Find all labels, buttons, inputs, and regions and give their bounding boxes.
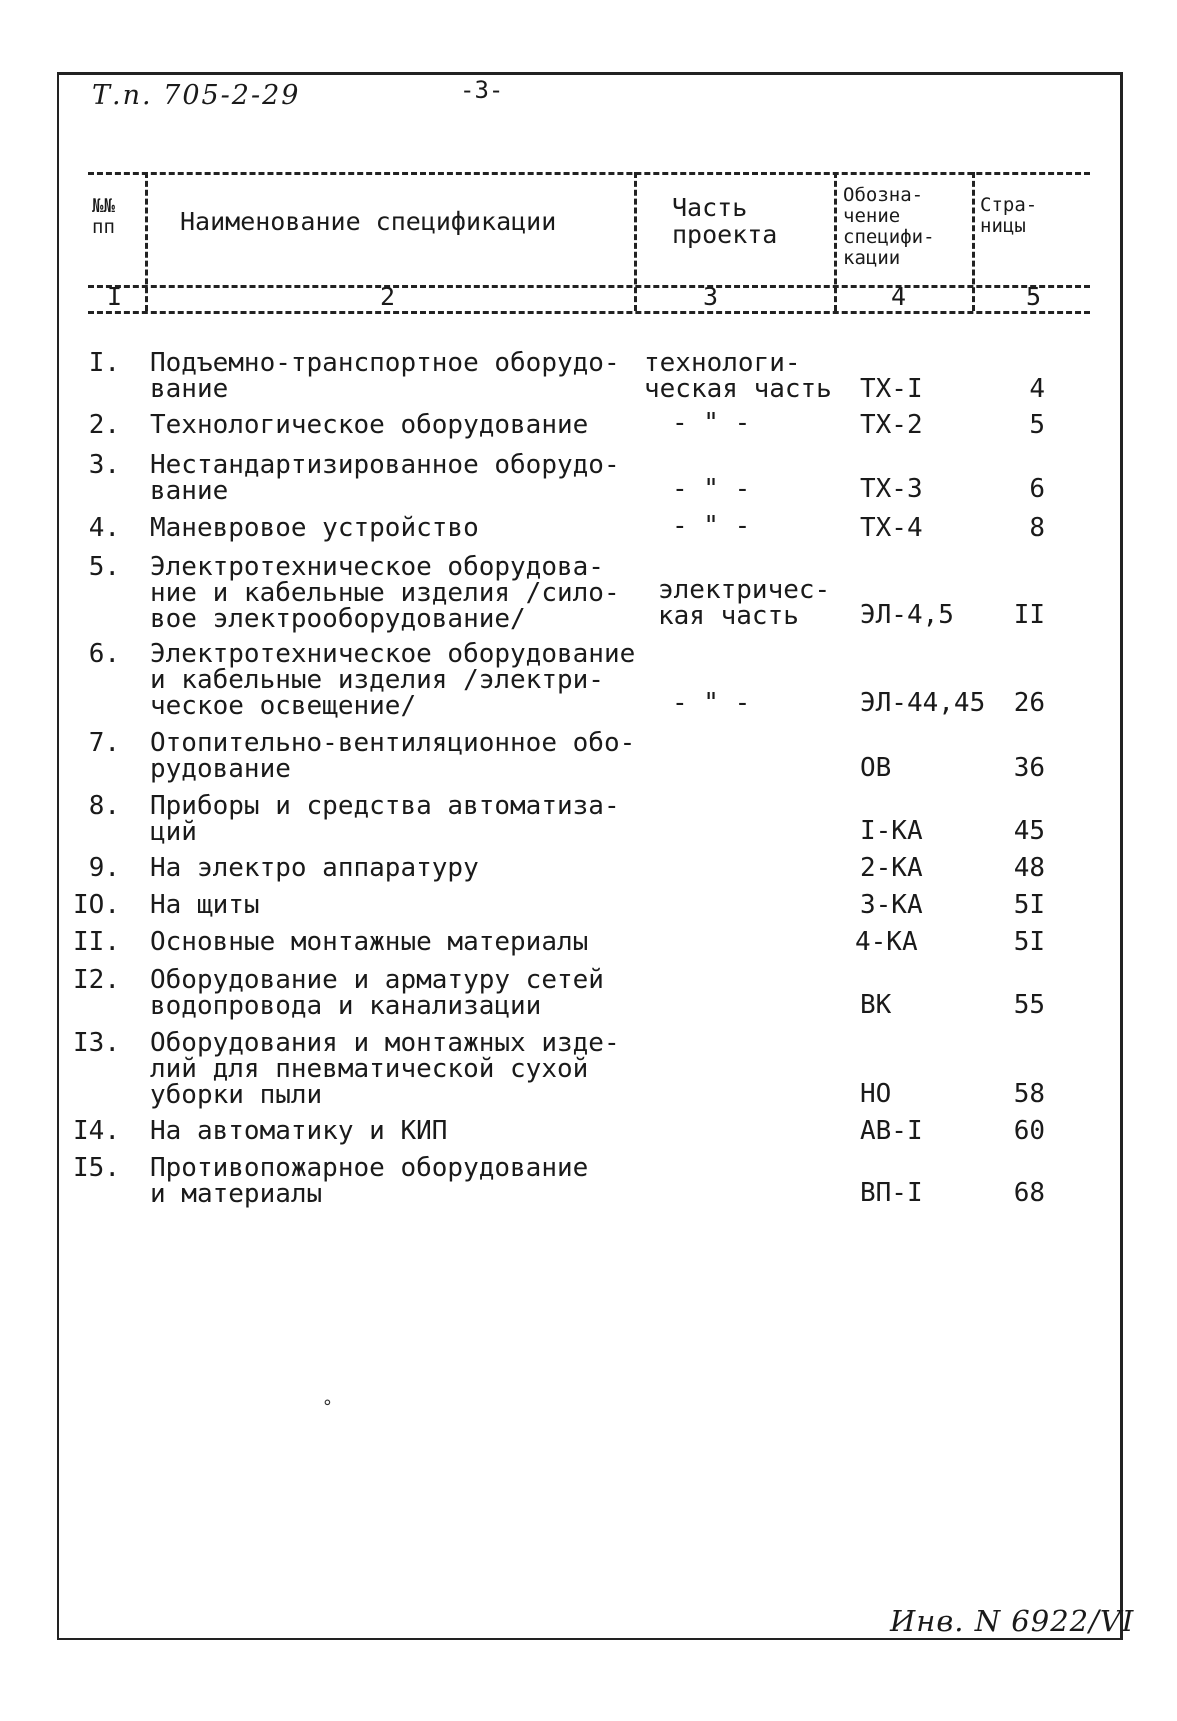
row-code: 2-КА: [860, 853, 923, 883]
col-divider-2: [634, 172, 637, 311]
row-page: 45: [1013, 816, 1045, 846]
row-page: 4: [1029, 374, 1045, 404]
row-page: 68: [1013, 1178, 1045, 1208]
col-divider-3: [834, 172, 837, 311]
header-col-code: Обозна- чение специфи- кации: [843, 184, 935, 269]
row-name: Электротехническое оборудование и кабельные изделия /электри- ческое освещение/: [150, 639, 636, 721]
col-divider-1: [145, 172, 148, 311]
row-page: 5I: [1013, 890, 1045, 920]
row-number: I.: [88, 348, 120, 378]
row-page: 5I: [1013, 927, 1045, 957]
row-name: На автоматику и КИП: [150, 1116, 448, 1146]
row-code: ЭЛ-4,5: [860, 600, 954, 630]
row-name: Оборудования и монтажных изде- лий для пневматической сухой уборки пыли: [150, 1028, 620, 1110]
header-top-rule: [88, 172, 1090, 175]
row-number: 9.: [88, 853, 120, 883]
column-number: 5: [1026, 282, 1042, 311]
row-code: ВП-I: [860, 1178, 923, 1208]
row-name: Маневровое устройство: [150, 513, 479, 543]
row-code: ВК: [860, 990, 892, 1020]
col-divider-4: [972, 172, 975, 311]
row-page: 8: [1029, 513, 1045, 543]
row-number: I3.: [73, 1028, 120, 1058]
row-page: II: [1013, 600, 1045, 630]
row-number: 8.: [88, 791, 120, 821]
column-number: I: [107, 282, 123, 311]
row-name: Нестандартизированное оборудо- вание: [150, 450, 620, 506]
row-page: 48: [1013, 853, 1045, 883]
row-name: Приборы и средства автоматиза- ций: [150, 791, 620, 847]
row-name: Противопожарное оборудование и материалы: [150, 1153, 589, 1209]
row-number: 2.: [88, 410, 120, 440]
row-number: 6.: [88, 639, 120, 669]
row-code: ТХ-4: [860, 513, 923, 543]
row-number: II.: [73, 927, 120, 957]
column-number: 4: [891, 282, 907, 311]
row-name: Основные монтажные материалы: [150, 927, 589, 957]
header-col-part: Часть проекта: [672, 193, 778, 249]
row-page: 55: [1013, 990, 1045, 1020]
row-page: 36: [1013, 753, 1045, 783]
row-part: - " -: [672, 688, 751, 718]
row-number: I2.: [73, 965, 120, 995]
row-page: 5: [1029, 410, 1045, 440]
row-page: 26: [1013, 688, 1045, 718]
row-code: АВ-I: [860, 1116, 923, 1146]
row-number: 7.: [88, 728, 120, 758]
row-name: На щиты: [150, 890, 260, 920]
row-code: ЭЛ-44,45: [860, 688, 986, 718]
page-number: -3-: [460, 76, 504, 104]
row-code: 3-КА: [860, 890, 923, 920]
row-name: Подъемно-транспортное оборудо- вание: [150, 348, 620, 404]
row-code: I-КА: [860, 816, 923, 846]
row-number: 5.: [88, 552, 120, 582]
column-number: 2: [380, 282, 396, 311]
row-page: 58: [1013, 1079, 1045, 1109]
inventory-number: Инв. N 6922/VI: [890, 1604, 1135, 1638]
row-page: 6: [1029, 474, 1045, 504]
row-part: - " -: [672, 511, 751, 541]
row-name: Электротехническое оборудова- ние и кабельные изделия /сило- вое электрооборудование/: [150, 552, 620, 634]
row-code: ТХ-3: [860, 474, 923, 504]
header-col-number: №№ пп: [92, 195, 115, 238]
row-page: 60: [1013, 1116, 1045, 1146]
row-part: технологи- ческая часть: [644, 348, 832, 404]
row-code: НО: [860, 1079, 892, 1109]
row-number: 3.: [88, 450, 120, 480]
row-code: 4-КА: [855, 927, 918, 957]
column-number: 3: [703, 282, 719, 311]
row-code: ТХ-2: [860, 410, 923, 440]
document-code: Т.п. 705-2-29: [92, 80, 301, 111]
row-number: I5.: [73, 1153, 120, 1183]
row-part: - " -: [672, 408, 751, 438]
header-bottom-rule: [88, 311, 1090, 314]
row-part: - " -: [672, 474, 751, 504]
scan-speck: ∘: [322, 1392, 333, 1413]
row-code: ТХ-I: [860, 374, 923, 404]
row-part: электричес- кая часть: [658, 575, 831, 631]
row-name: Технологическое оборудование: [150, 410, 589, 440]
row-name: На электро аппаратуру: [150, 853, 479, 883]
row-name: Отопительно-вентиляционное обо- рудование: [150, 728, 636, 784]
header-col-name: Наименование спецификации: [180, 207, 557, 236]
header-col-pages: Стра- ницы: [980, 194, 1038, 237]
row-number: I4.: [73, 1116, 120, 1146]
header-mid-rule: [88, 285, 1090, 288]
row-number: IO.: [73, 890, 120, 920]
row-name: Оборудование и арматуру сетей водопровода и канализации: [150, 965, 604, 1021]
row-number: 4.: [88, 513, 120, 543]
row-code: ОВ: [860, 753, 892, 783]
